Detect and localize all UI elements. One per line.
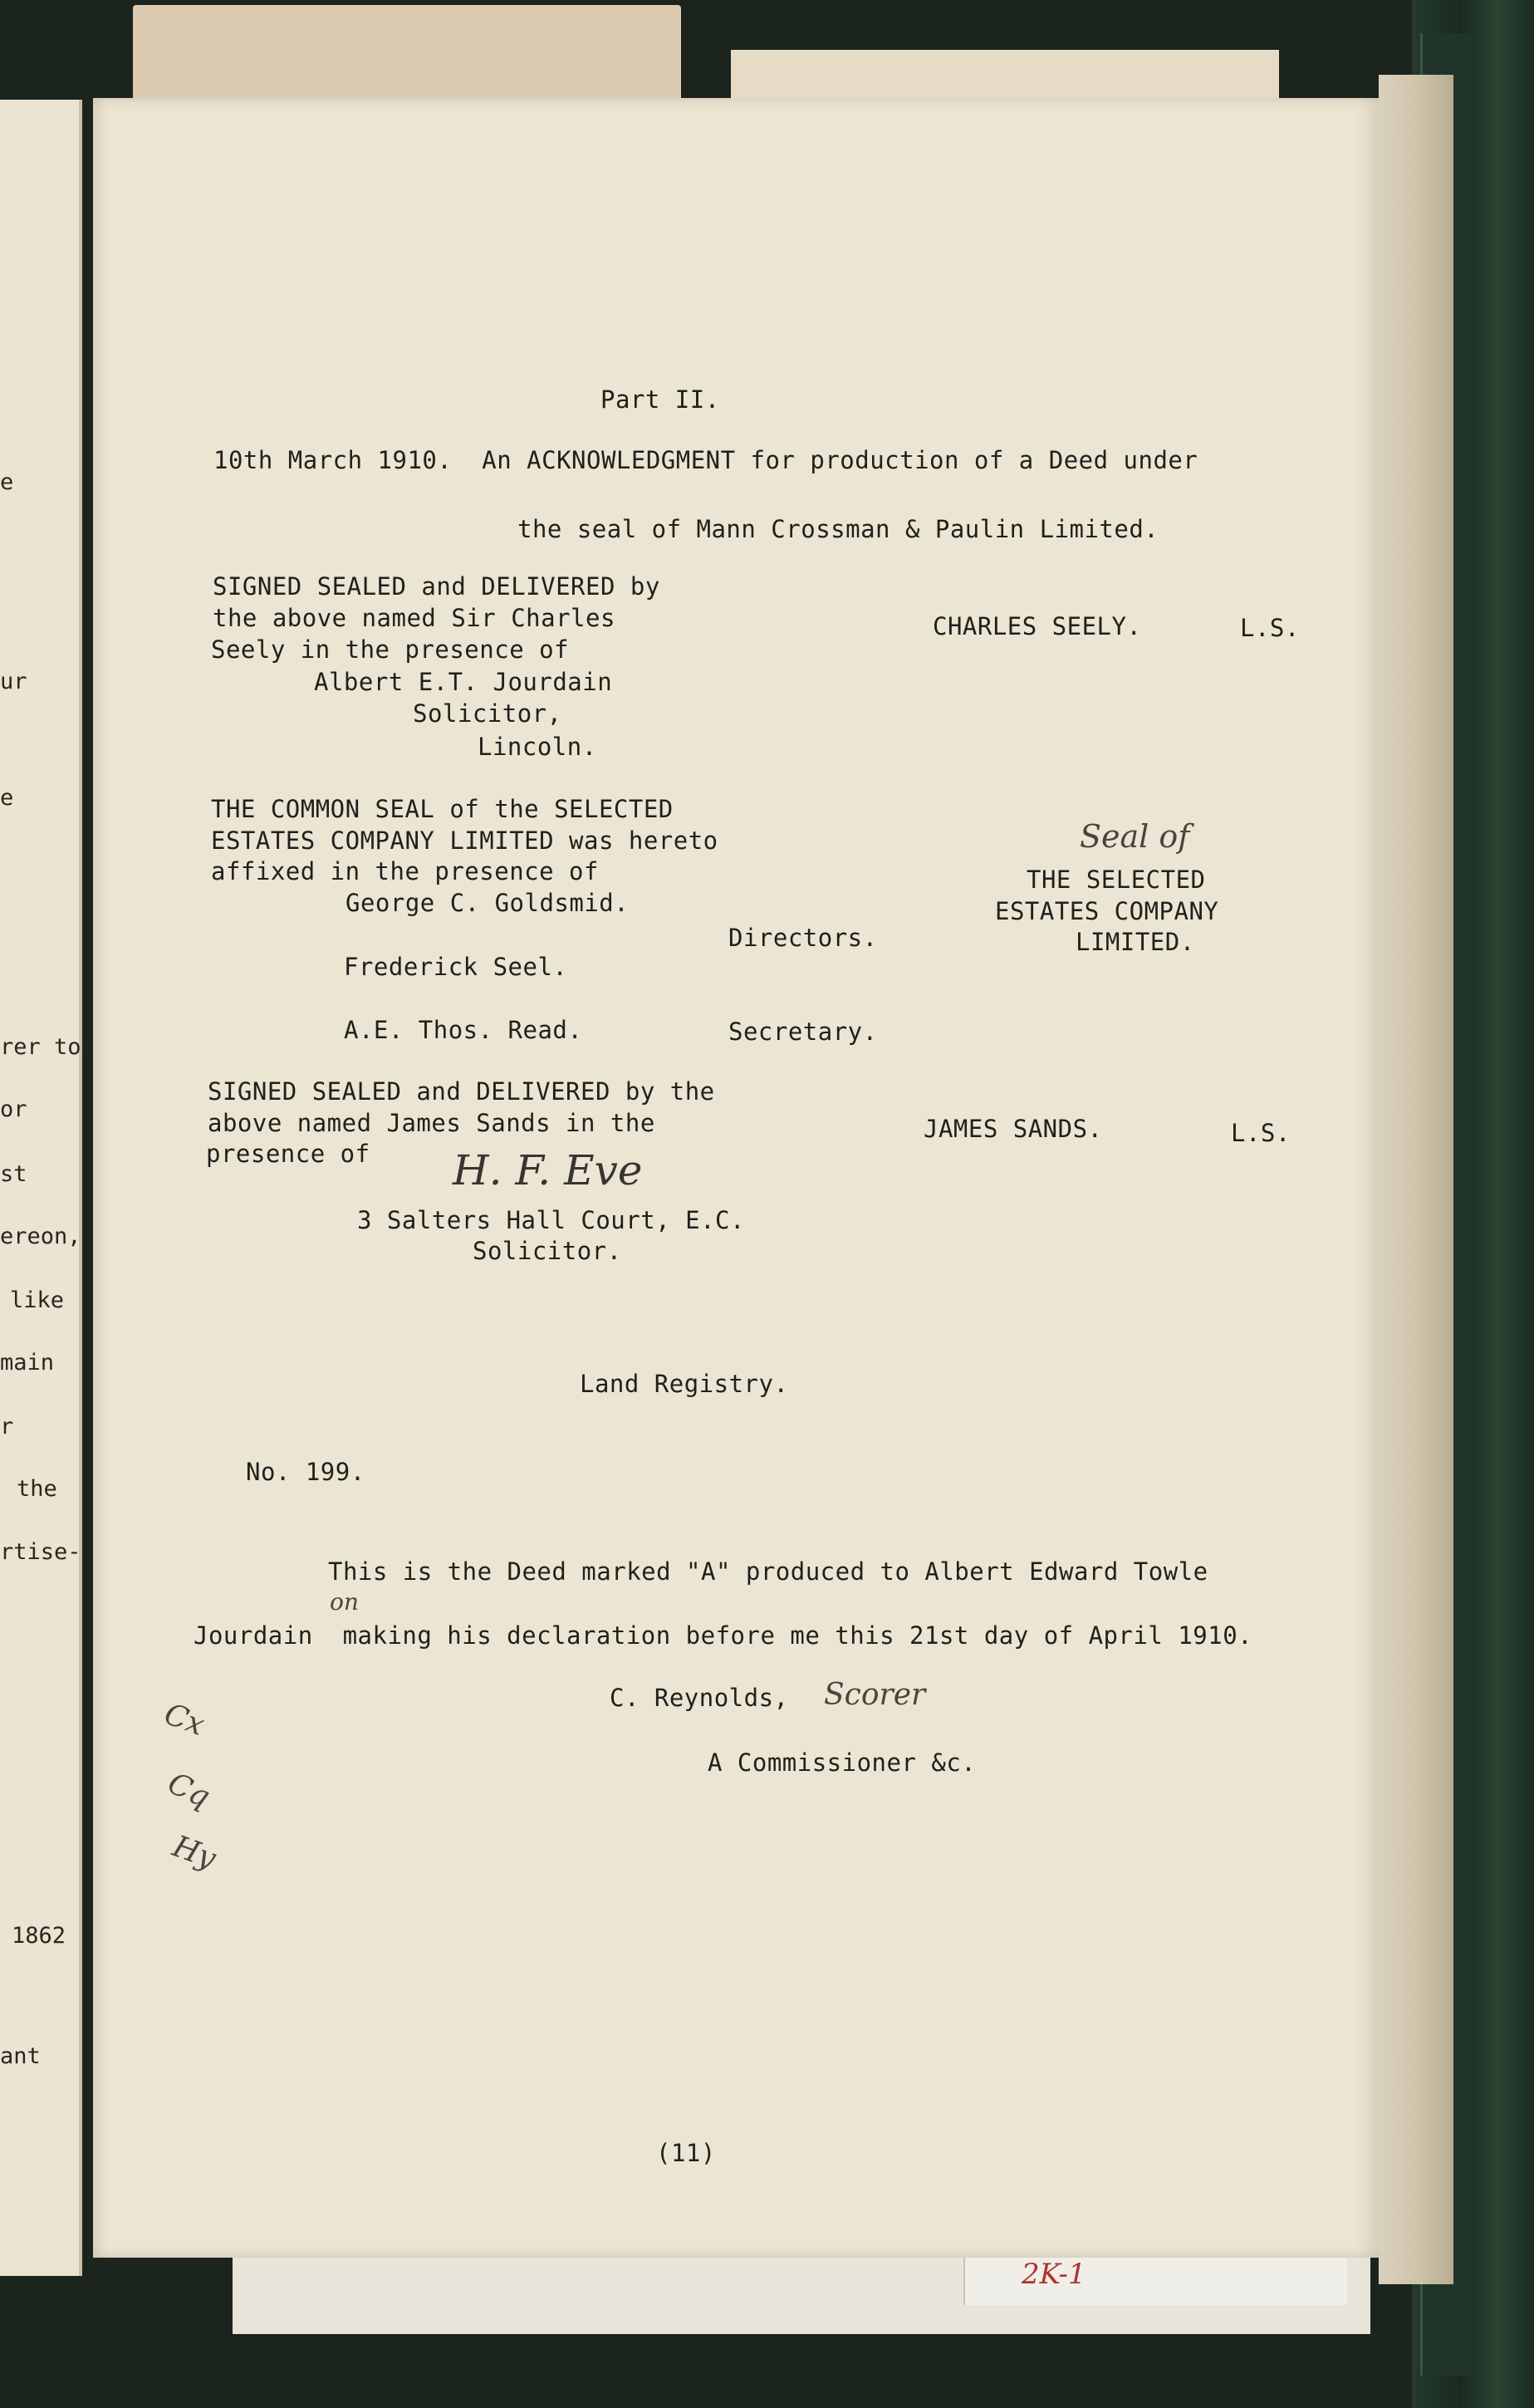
registry-line-1: This is the Deed marked "A" produced to Albert Edward Towle [328, 1557, 1208, 1586]
sands-line: SIGNED SEALED and DELIVERED by the [208, 1077, 715, 1106]
page-number: (11) [656, 2139, 716, 2167]
seal-line: A.E. Thos. Read. [344, 1016, 583, 1044]
sands-line: above named James Sands in the [208, 1109, 655, 1137]
seely-ls: L.S. [1240, 614, 1300, 642]
left-fragment: rtise- [0, 1539, 81, 1565]
seal-text-line: THE SELECTED [1027, 866, 1206, 894]
margin-mark: Cx [159, 1697, 209, 1743]
left-fragment: like [10, 1287, 65, 1313]
left-fragment: rer to [0, 1034, 81, 1060]
seal-text-line: ESTATES COMPANY [995, 897, 1219, 925]
document-page [93, 98, 1380, 2258]
seely-line: SIGNED SEALED and DELIVERED by [213, 572, 660, 601]
left-fragment: r [0, 1414, 14, 1439]
seely-signature: CHARLES SEELY. [933, 612, 1142, 640]
top-flap [133, 5, 681, 113]
part-heading: Part II. [600, 385, 720, 414]
registry-number: No. 199. [246, 1458, 365, 1486]
commissioner-handwriting: Scorer [824, 1678, 926, 1712]
intro-line-2: the seal of Mann Crossman & Paulin Limited. [517, 515, 1159, 543]
left-fragment: 1862 [12, 1923, 66, 1949]
sands-line: Solicitor. [473, 1237, 622, 1265]
seal-line: affixed in the presence of [211, 857, 599, 885]
page-stack [1379, 75, 1453, 2284]
seal-line: George C. Goldsmid. [346, 889, 630, 917]
seal-line: ESTATES COMPANY LIMITED was hereto [211, 826, 718, 855]
seely-line: Albert E.T. Jourdain [314, 668, 613, 696]
intro-line-1: 10th March 1910. An ACKNOWLEDGMENT for production of a Deed under [213, 446, 1198, 474]
left-page [0, 100, 82, 2276]
left-fragment: ur [0, 669, 27, 694]
sands-ls: L.S. [1231, 1119, 1291, 1147]
registry-title: Land Registry. [580, 1370, 789, 1398]
directors-label: Directors. [728, 924, 878, 952]
seely-line: the above named Sir Charles [213, 604, 615, 632]
seely-line: Solicitor, [413, 699, 562, 728]
seal-text-line: LIMITED. [1076, 928, 1195, 956]
seal-line: THE COMMON SEAL of the SELECTED [211, 795, 674, 823]
left-fragment: ereon, [0, 1224, 81, 1249]
seely-line: Lincoln. [478, 733, 597, 761]
commissioner-name: C. Reynolds, [610, 1684, 789, 1712]
seal-line: Frederick Seel. [344, 953, 568, 981]
margin-mark: Cq [162, 1766, 215, 1815]
left-fragment: ant [0, 2043, 41, 2069]
commissioner-title: A Commissioner &c. [708, 1748, 977, 1777]
sands-line: presence of [206, 1140, 370, 1168]
witness-signature: H. F. Eve [453, 1146, 643, 1194]
left-fragment: the [17, 1476, 57, 1502]
left-fragment: or [0, 1096, 27, 1122]
left-fragment: e [0, 469, 14, 495]
margin-mark: Hy [168, 1829, 221, 1876]
seely-line: Seely in the presence of [211, 635, 570, 664]
sands-signature: JAMES SANDS. [924, 1115, 1103, 1143]
slip-mark: 2K-1 [1022, 2258, 1086, 2291]
sands-line: 3 Salters Hall Court, E.C. [357, 1206, 745, 1234]
left-fragment: e [0, 785, 14, 811]
secretary-label: Secretary. [728, 1018, 878, 1046]
registry-line-2: Jourdain making his declaration before me this 21st day of April 1910. [194, 1621, 1253, 1650]
left-fragment: st [0, 1161, 27, 1187]
seal-handwritten: Seal of [1080, 818, 1190, 855]
insertion-mark: on [330, 1588, 359, 1616]
left-fragment: main [0, 1350, 55, 1376]
